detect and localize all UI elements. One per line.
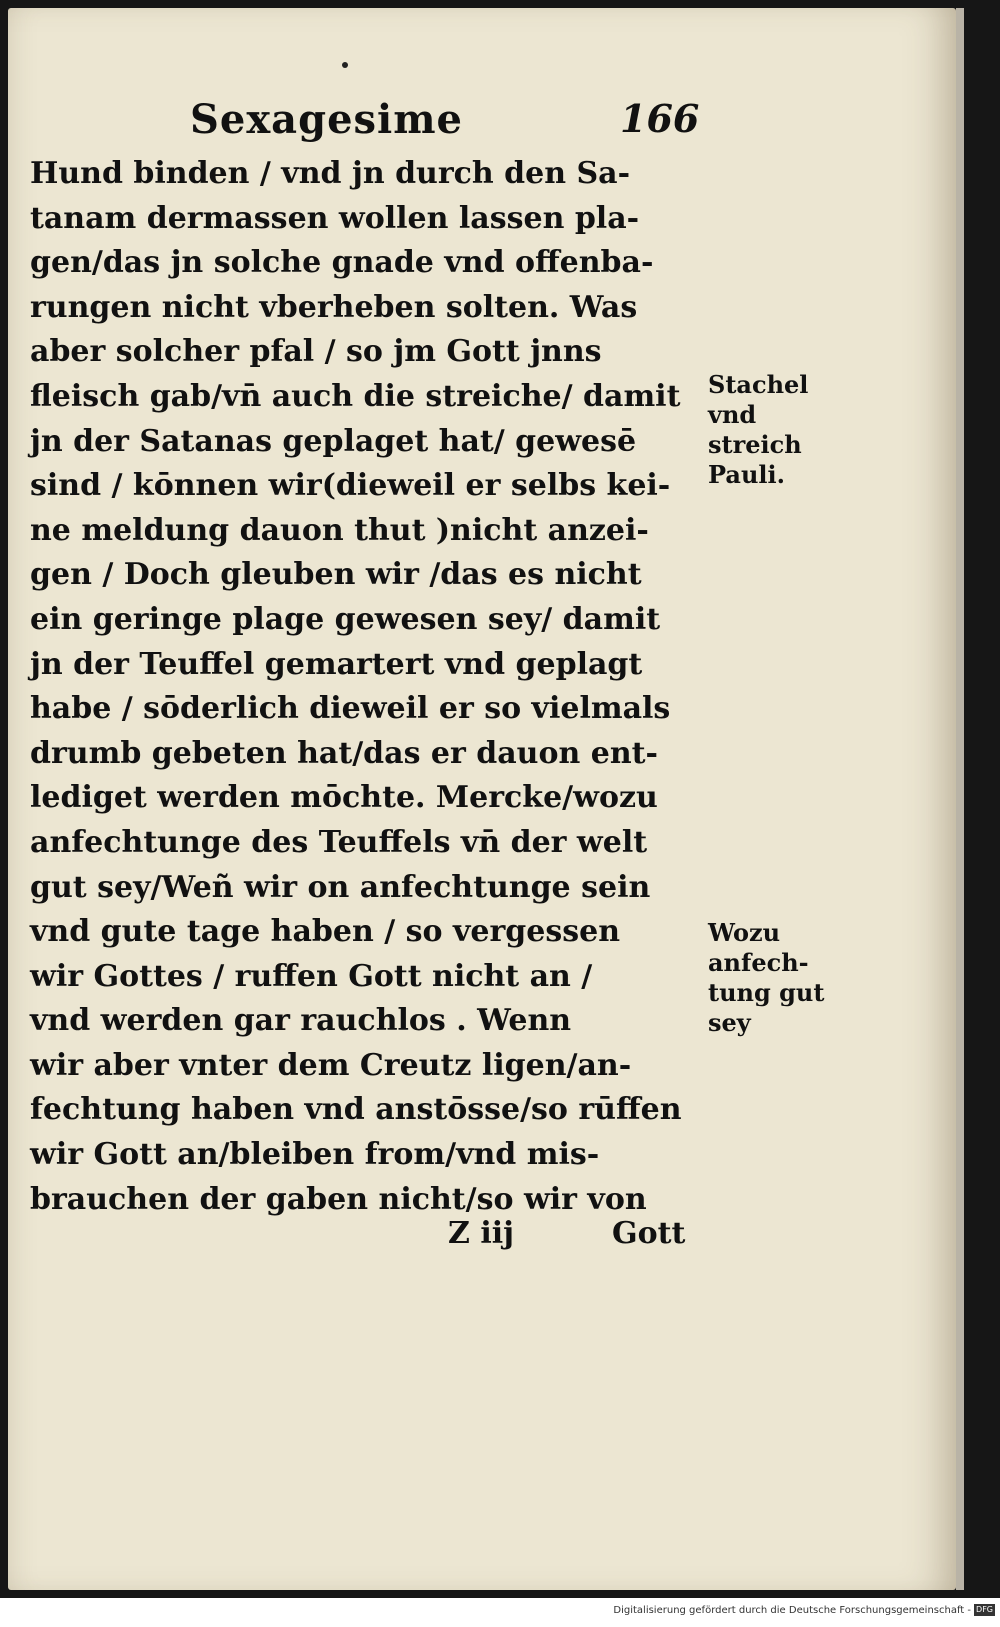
text-line [30,1088,720,1133]
margin-note-anfechtung [708,918,848,1038]
text-line [30,866,720,911]
text-line-content: sind / kōnnen wir(dieweil er selbs kei- [30,468,671,504]
text-line-content: Hund binden / vnd jn durch den Sa- [30,156,631,191]
text-line-content: gen / Doch gleuben wir /das es nicht [30,557,642,593]
text-line [30,553,720,598]
text-line-content: ne meldung dauon thut )nicht anzei- [30,512,649,548]
text-line-content: wir aber vnter dem Creutz ligen/an- [30,1047,632,1083]
margin-note-line: anfech- [708,948,809,977]
text-line [30,598,720,643]
margin-note-line: Stachel [708,370,809,399]
text-line-content: jn der Teuffel gemartert vnd geplagt [30,646,643,682]
margin-note-line: Pauli. [708,460,785,489]
margin-note-line: sey [708,1008,751,1037]
text-line [30,955,720,1000]
text-line-content: gut sey/Weñ wir on anfechtunge sein [30,869,651,905]
text-line-content: vnd gute tage haben / so vergessen [30,914,621,950]
text-line-content: drumb gebeten hat/das er dauon ent- [30,735,658,771]
text-line-content: gen/das jn solche gnade vnd offenba- [30,245,654,281]
text-line [30,643,720,688]
text-line [30,776,720,821]
text-line [30,375,720,420]
dfg-badge: DFG [976,1605,993,1614]
text-line-content: fechtung haben vnd anstōsse/so rūffen [30,1092,682,1128]
text-line [30,999,720,1044]
text-line-content: jn der Satanas geplaget hat/ gewesē [30,423,637,459]
text-line-content: wir Gott an/bleiben from/vnd mis- [30,1137,600,1173]
text-line-content: aber solcher pfal / so jm Gott jnns [30,334,602,370]
text-line [30,910,720,955]
text-line-content: anfechtunge des Teuffels vn̄ der welt [30,824,648,860]
text-line-content: tanam dermassen wollen lassen pla- [30,200,640,236]
text-line [30,1044,720,1089]
body-text [30,152,720,1222]
signature-mark: Z iij [448,1216,514,1251]
margin-note-line: vnd [708,400,757,429]
catchword: Gott [612,1216,686,1251]
ink-dot [342,62,348,68]
text-line [30,821,720,866]
text-line [30,464,720,509]
running-title: Sexagesime [190,96,464,143]
text-line [30,732,720,777]
text-line-content: lediget werden mōchte. Mercke/wozu [30,780,658,816]
text-line [30,1133,720,1178]
digitization-credit [555,1604,995,1624]
page-number: 166 [620,96,700,141]
text-line-content: vnd werden gar rauchlos . Wenn [30,1003,572,1039]
credit-text: Digitalisierung gefördert durch die Deutsche Forschungsgemeinschaft - [613,1605,972,1616]
text-line-content: wir Gottes / ruffen Gott nicht an / [30,958,593,994]
running-head [190,96,710,152]
text-line [30,286,720,331]
margin-note-line: tung gut [708,978,825,1007]
text-line-content: ein geringe plage gewesen sey/ damit [30,601,661,637]
page-footer [30,1216,720,1260]
text-line-content: habe / sōderlich dieweil er so vielmals [30,691,671,727]
text-line-content: fleisch gab/vn̄ auch die streiche/ damit [30,378,681,414]
margin-note-line: Wozu [708,918,781,947]
text-line [30,330,720,375]
text-line [30,687,720,732]
margin-note-stachel [708,370,828,490]
text-line [30,420,720,465]
text-line [30,152,720,197]
text-line [30,241,720,286]
text-line-content: rungen nicht vberheben solten. Was [30,289,638,325]
text-line [30,197,720,242]
margin-note-line: streich [708,430,802,459]
text-line [30,509,720,554]
text-line-content: brauchen der gaben nicht/so wir von [30,1181,647,1217]
page-edge [956,8,964,1590]
